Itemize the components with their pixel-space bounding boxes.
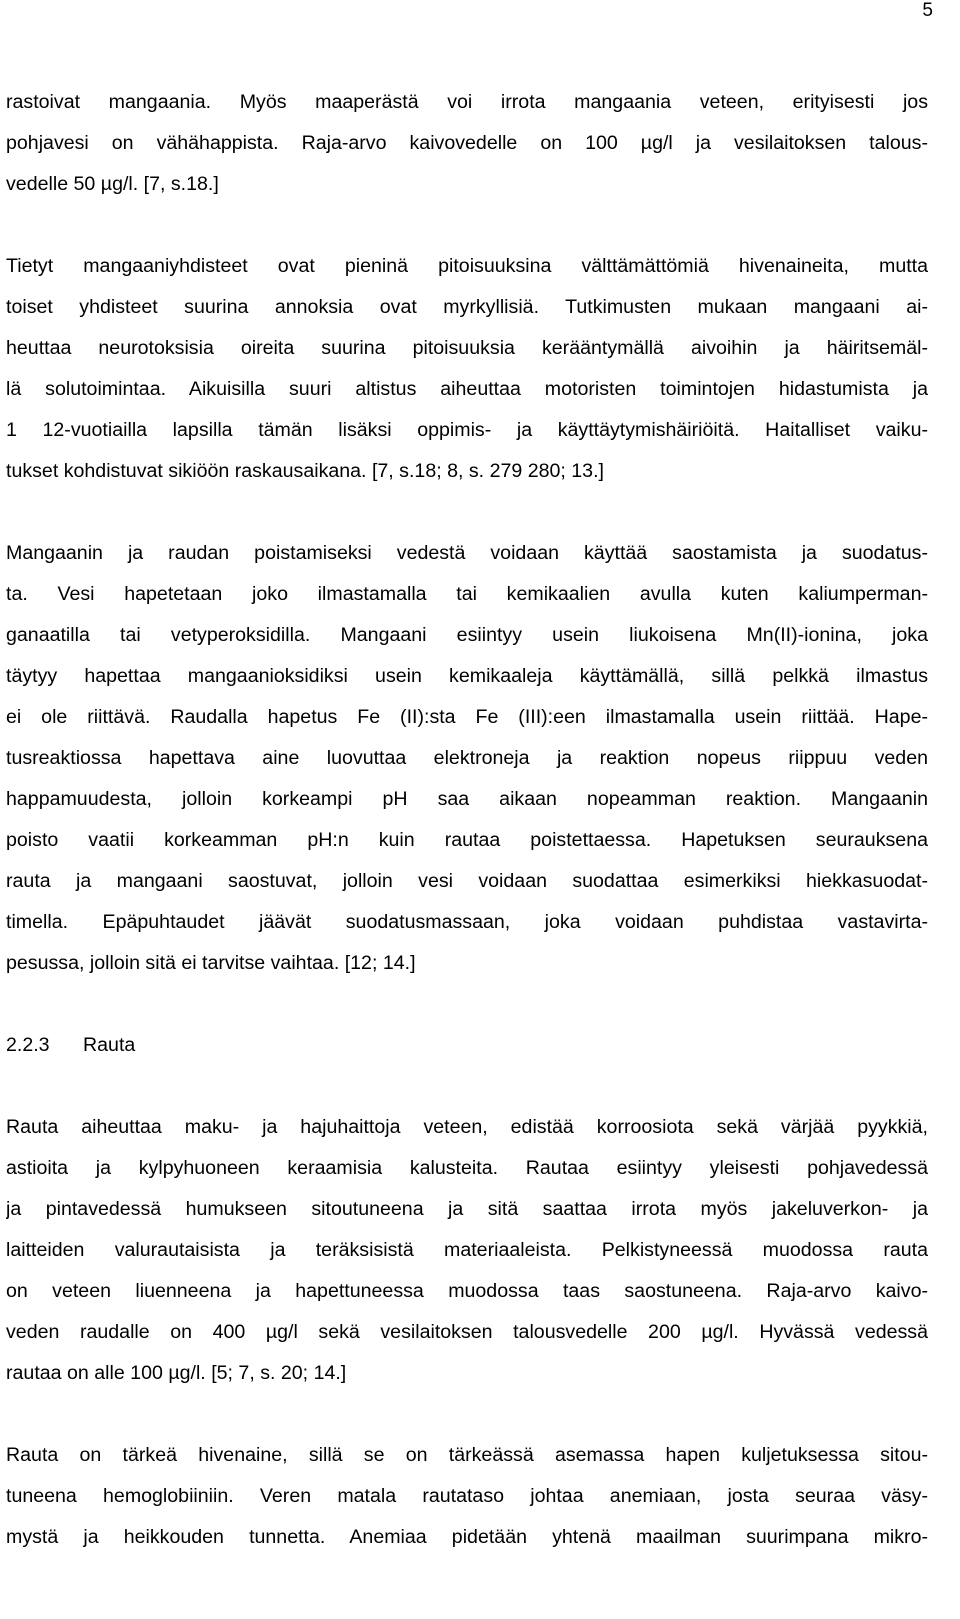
text-line: ta. Vesi hapetetaan joko ilmastamalla tai kemikaalien avulla kuten kaliumperman- (6, 583, 928, 605)
text-line: ja pintavedessä humukseen sitoutuneena ja sitä saattaa irrota myös jakeluverkon- ja (6, 1198, 928, 1220)
paragraph (6, 533, 928, 984)
section-heading-number: 2.2.3 (6, 1034, 50, 1056)
section-after-heading (6, 1107, 928, 1558)
text-line: tusreaktiossa hapettava aine luovuttaa elektroneja ja reaktion nopeus riippuu veden (6, 747, 928, 769)
text-line: veden raudalle on 400 µg/l sekä vesilaitoksen talousvedelle 200 µg/l. Hyvässä vedessä (6, 1321, 928, 1343)
text-line: täytyy hapettaa mangaanioksidiksi usein kemikaaleja käyttämällä, sillä pelkkä ilmastus (6, 665, 928, 687)
text-line: 1 12-vuotiailla lapsilla tämän lisäksi oppimis- ja käyttäytymishäiriöitä. Haitalliset vaiku- (6, 419, 928, 441)
text-line: rastoivat mangaania. Myös maaperästä voi irrota mangaania veteen, erityisesti jos (6, 91, 928, 113)
text-line: toiset yhdisteet suurina annoksia ovat myrkyllisiä. Tutkimusten mukaan mangaani ai- (6, 296, 928, 318)
paragraph (6, 82, 928, 205)
section-heading-title: Rauta (83, 1034, 136, 1056)
text-line: Tietyt mangaaniyhdisteet ovat pieninä pitoisuuksina välttämättömiä hivenaineita, mutta (6, 255, 928, 277)
text-line: happamuudesta, jolloin korkeampi pH saa aikaan nopeamman reaktion. Mangaanin (6, 788, 928, 810)
text-line: heuttaa neurotoksisia oireita suurina pitoisuuksia kerääntymällä aivoihin ja häiritsemäl- (6, 337, 928, 359)
text-line: on veteen liuenneena ja hapettuneessa muodossa taas saostuneena. Raja-arvo kaivo- (6, 1280, 928, 1302)
text-line: astioita ja kylpyhuoneen keraamisia kalusteita. Rautaa esiintyy yleisesti pohjavedessä (6, 1157, 928, 1179)
text-line: tukset kohdistuvat sikiöön raskausaikana. [7, s.18; 8, s. 279 280; 13.] (6, 460, 604, 482)
text-line: ei ole riittävä. Raudalla hapetus Fe (II):sta Fe (III):een ilmastamalla usein riittää. Hape- (6, 706, 928, 728)
text-line: ganaatilla tai vetyperoksidilla. Mangaani esiintyy usein liukoisena Mn(II)-ionina, joka (6, 624, 928, 646)
paragraph (6, 1435, 928, 1558)
section-before-heading (6, 82, 928, 984)
text-line: poisto vaatii korkeamman pH:n kuin rautaa poistettaessa. Hapetuksen seurauksena (6, 829, 928, 851)
paragraph (6, 246, 928, 492)
text-line: Rauta on tärkeä hivenaine, sillä se on tärkeässä asemassa hapen kuljetuksessa sitou- (6, 1444, 928, 1466)
text-line: pohjavesi on vähähappista. Raja-arvo kaivovedelle on 100 µg/l ja vesilaitoksen talous- (6, 132, 928, 154)
text-line: Rauta aiheuttaa maku- ja hajuhaittoja veteen, edistää korroosiota sekä värjää pyykkiä, (6, 1116, 928, 1138)
document-body (6, 82, 928, 1558)
text-line: Mangaanin ja raudan poistamiseksi vedestä voidaan käyttää saostamista ja suodatus- (6, 542, 928, 564)
text-line: rauta ja mangaani saostuvat, jolloin vesi voidaan suodattaa esimerkiksi hiekkasuodat- (6, 870, 928, 892)
text-line: laitteiden valurautaisista ja teräksisistä materiaaleista. Pelkistyneessä muodossa rauta (6, 1239, 928, 1261)
text-line: lä solutoimintaa. Aikuisilla suuri altistus aiheuttaa motoristen toimintojen hidastumista ja (6, 378, 928, 400)
text-line: mystä ja heikkouden tunnetta. Anemiaa pidetään yhtenä maailman suurimpana mikro- (6, 1526, 928, 1548)
paragraph (6, 1107, 928, 1394)
section-heading (6, 1025, 928, 1066)
text-line: vedelle 50 µg/l. [7, s.18.] (6, 173, 219, 195)
text-line: timella. Epäpuhtaudet jäävät suodatusmassaan, joka voidaan puhdistaa vastavirta- (6, 911, 928, 933)
page-number: 5 (922, 0, 933, 21)
text-line: pesussa, jolloin sitä ei tarvitse vaihtaa. [12; 14.] (6, 952, 416, 974)
text-line: rautaa on alle 100 µg/l. [5; 7, s. 20; 14.] (6, 1362, 347, 1384)
text-line: tuneena hemoglobiiniin. Veren matala rautataso johtaa anemiaan, josta seuraa väsy- (6, 1485, 928, 1507)
